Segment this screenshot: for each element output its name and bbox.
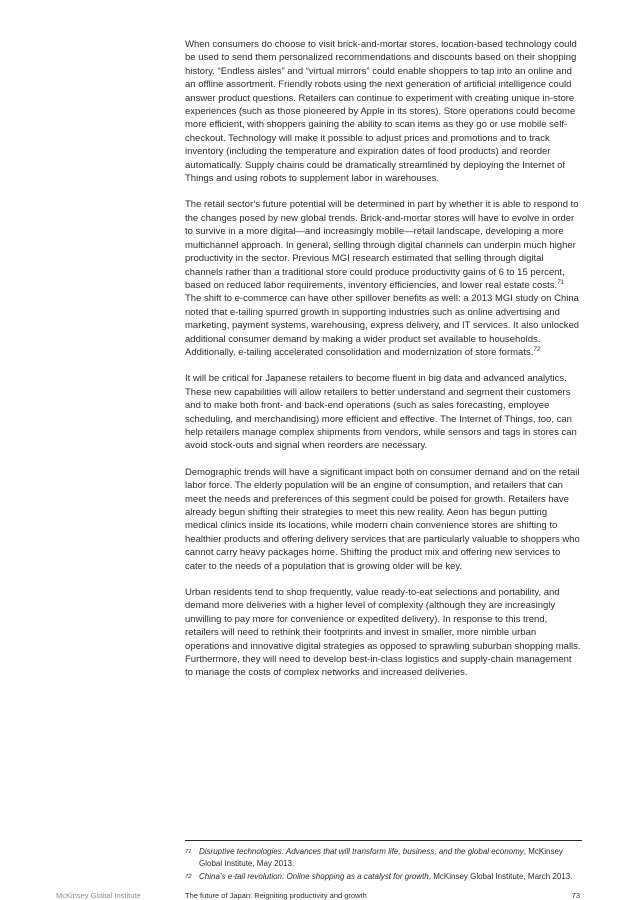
footnote	[185, 846, 582, 870]
paragraph: Demographic trends will have a significant impact both on consumer demand and on the retail labor force. The elderly population will be an engine of consumption, and retailers that can meet the needs and preferences of this segment could be poised for growth. Retailers have already begun shifting their strategies to meet this new reality. Aeon has begun putting medical clinics inside its locations, while modern chain convenience stores are shifting to healthier products and offering delivery services that are particularly valuable to shoppers who cannot carry heavy packages home. Shifting the product mix and offering new services to cater to the needs of a population that is growing older will be key.	[185, 466, 580, 572]
footnote-divider	[185, 840, 582, 841]
footnote-marker: 72	[185, 873, 192, 880]
footer-report-title: The future of Japan: Reigniting productivity and growth	[185, 891, 367, 900]
footnote	[185, 871, 582, 884]
footnote-area	[185, 840, 582, 884]
footnote-text: China’s e-tail revolution: Online shopping as a catalyst for growth, McKinsey Global Institute, March 2013.	[199, 871, 573, 881]
footnote-reference: 71	[557, 278, 565, 286]
body-text-column	[185, 38, 582, 693]
paragraph: The retail sector’s future potential will be determined in part by whether it is able to respond to the changes posed by new global trends. Brick-and-mortar stores will have to evolve in order to survive in a more digital—and increasingly mobile—retail landscape, developing a more multichannel approach. In general, selling through digital channels can underpin much higher productivity in the sector. Previous MGI research estimated that selling through digital channels rather than a traditional store could produce productivity gains of 6 to 15 percent, based on reduced labor requirements, inventory efficiencies, and lower real estate costs.$^{71}$ The shift to e-commerce can have other spillover benefits as well: a 2013 MGI study on China noted that e-tailing spurred growth in supporting industries such as online advertising and marketing, payment systems, warehousing, express delivery, and IT services. It also unlocked additional consumer demand by making a wider product set available to households. Additionally, e-tailing accelerated consolidation and modernization of store formats.$^{72}$	[185, 199, 580, 358]
footnote-reference: 72	[533, 345, 541, 353]
footer-page-number: 73	[571, 891, 580, 900]
footnote-marker: 71	[185, 849, 192, 855]
paragraph: When consumers do choose to visit brick-and-mortar stores, location-based technology could be used to send them personalized recommendations and discounts based on their shopping history. “Endless aisles” and “virtual mirrors” could enable shoppers to tap into an online and an offline assortment. Friendly robots using the next generation of artificial intelligence could answer product questions. Retailers can continue to experiment with creating unique in-store experiences (such as those pioneered by Apple in its stores). Store operations could become more efficient, with shoppers gaining the ability to scan items as they go or use mobile self-checkout. Technology will make it possible to adjust prices and promotions and to track inventory (including the temperature and expiration dates of food products) and reorder automatically. Supply chains could be dramatically streamlined by deploying the Internet of Things and using robots to supplement labor in warehouses.	[185, 39, 577, 185]
paragraph: Urban residents tend to shop frequently, value ready-to-eat selections and portability, and demand more deliveries with a higher level of complexity (although they are increasingly unwilling to pay more for convenience or expedited delivery). In response to this trend, retailers will need to rethink their footprints and invest in smaller, more nimble urban operations and innovative digital strategies as opposed to sprawling suburban shopping malls. Furthermore, they will need to develop best-in-class logistics and supply-chain management to manage the costs of complex networks and increased deliveries.	[185, 587, 581, 679]
footnote-list	[185, 846, 582, 883]
footer-institute: McKinsey Global Institute	[56, 891, 141, 900]
paragraph: It will be critical for Japanese retailers to become fluent in big data and advanced analytics. These new capabilities will allow retailers to better understand and segment their customers and to make both front- and back-end operations (such as sales forecasting, employee scheduling, and merchandising) more efficient and effective. The Internet of Things, too, can help retailers manage complex shipments from vendors, while sensors and tags in stores can avoid stock-outs and signal when reorders are necessary.	[185, 373, 577, 452]
footnote-text: Disruptive technologies: Advances that will transform life, business, and the global economy, McKinsey Global Institute, May 2013.	[199, 847, 563, 868]
